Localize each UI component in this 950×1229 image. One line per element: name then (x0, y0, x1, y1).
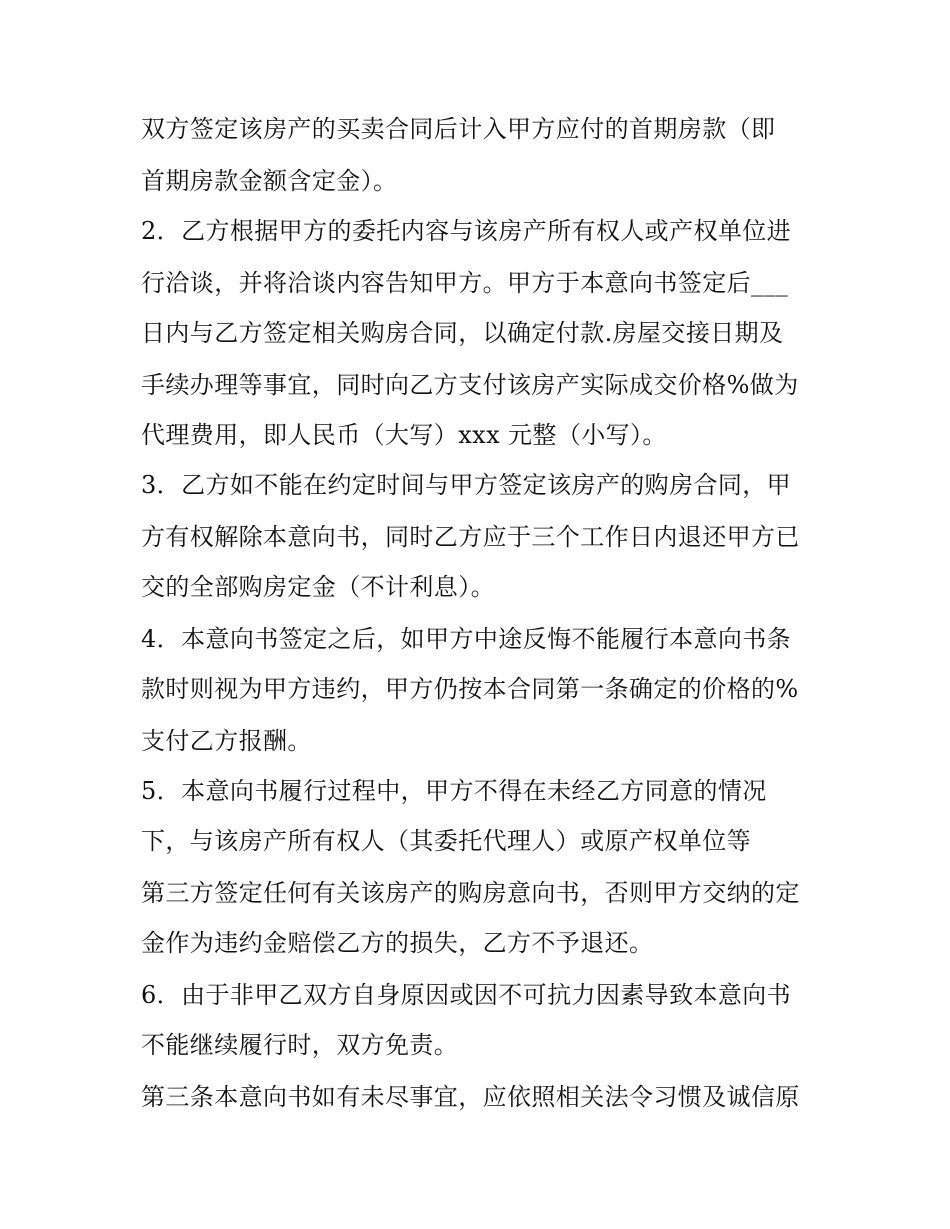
text-line: 3．乙方如不能在约定时间与甲方签定该房产的购房合同，甲 (141, 471, 792, 499)
text-line: 日内与乙方签定相关购房合同，以确定付款.房屋交接日期及 (141, 319, 784, 347)
text-line: 4．本意向书签定之后，如甲方中途反悔不能履行本意向书条 (141, 625, 792, 653)
text-line: 款时则视为甲方违约，甲方仍按本合同第一条确定的价格的% (141, 675, 799, 703)
text-line: 5．本意向书履行过程中，甲方不得在未经乙方同意的情况 (141, 777, 767, 805)
text-line: 第三条本意向书如有未尽事宜，应依照相关法令习惯及诚信原 (141, 1083, 800, 1111)
text-line: 6．由于非甲乙双方自身原因或因不可抗力因素导致本意向书 (141, 981, 792, 1009)
text-line: 行洽谈，并将洽谈内容告知甲方。甲方于本意向书签定后___ (141, 269, 789, 297)
text-line: 首期房款金额含定金）。 (141, 167, 398, 195)
text-line: 代理费用，即人民币（大写）xxx 元整（小写）。 (141, 421, 667, 449)
text-line: 方有权解除本意向书，同时乙方应于三个工作日内退还甲方已 (141, 523, 800, 551)
text-line: 交的全部购房定金（不计利息）。 (141, 573, 495, 601)
text-line: 下，与该房产所有权人（其委托代理人）或原产权单位等 (141, 827, 751, 855)
text-line: 手续办理等事宜，同时向乙方支付该房产实际成交价格%做为 (141, 371, 799, 399)
text-line: 不能继续履行时，双方免责。 (141, 1031, 459, 1059)
text-line: 2．乙方根据甲方的委托内容与该房产所有权人或产权单位进 (141, 217, 792, 245)
text-line: 第三方签定任何有关该房产的购房意向书，否则甲方交纳的定 (141, 879, 800, 907)
text-line: 双方签定该房产的买卖合同后计入甲方应付的首期房款（即 (141, 115, 776, 143)
text-line: 金作为违约金赔偿乙方的损失，乙方不予退还。 (141, 929, 654, 957)
text-line: 支付乙方报酬。 (141, 727, 312, 755)
